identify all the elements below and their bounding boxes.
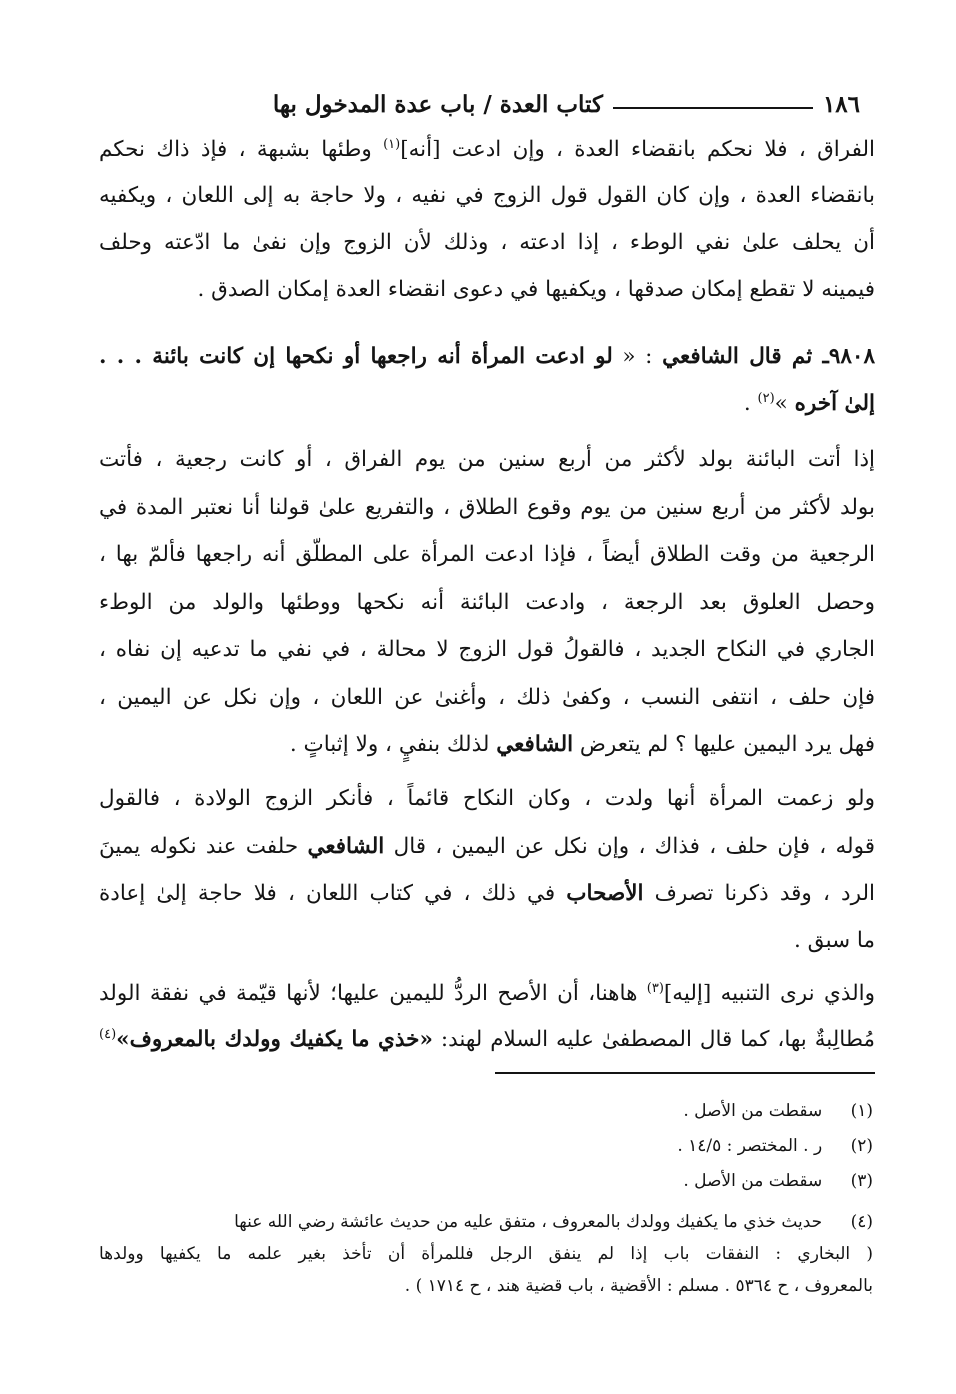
footnote-ref-3: (٣) xyxy=(646,981,664,996)
text-run: فهل يرد اليمين عليها ؟ لم يتعرض xyxy=(573,732,875,757)
paragraph-2-line-1: إذا أتت البائنة بولد لأكثر من أربع سنين من يوم الفراق ، أو كانت رجعية ، فأتت xyxy=(99,447,875,472)
footnote-3 xyxy=(99,1166,873,1196)
footnote-text: سقطت من الأصل . xyxy=(683,1101,823,1121)
footnote-1 xyxy=(99,1096,873,1126)
footnote-text: سقطت من الأصل . xyxy=(683,1171,823,1191)
footnote-ref-2: (٢) xyxy=(757,391,775,406)
footnote-separator xyxy=(495,1072,875,1074)
paragraph-2-line-6: فإن حلف ، انتفى النسب ، وكفىٰ ذلك ، وأغنىٰ عن اللعان ، وإن نكل عن اليمين ، xyxy=(99,685,875,710)
paragraph-1-line-2: بانقضاء العدة ، وإن كان القول قول الزوج في نفيه ، ولا حاجة به إلى اللعان ، ويكفيه xyxy=(99,183,875,208)
paragraph-2-line-5: الجاري في النكاح الجديد ، فالقولُ قول الزوج لا محالة ، في نفي ما تدعيه إن نفاه ، xyxy=(99,637,875,662)
footnote-2 xyxy=(99,1131,873,1161)
shafii-name: الشافعي xyxy=(307,834,385,859)
running-title: كتاب العدة / باب عدة المدخول بها xyxy=(272,91,603,118)
section-heading-line-1 xyxy=(99,333,875,381)
footnote-number: (١) xyxy=(850,1101,873,1121)
paragraph-2-line-3: الرجعية من وقت الطلاق أيضاً ، فإذا ادعت المرأة على المطلّق أنه راجعها فألمّ بها ، xyxy=(99,542,875,567)
footnote-number: (٤) xyxy=(850,1212,873,1232)
text-run: حلفت عند نكوله يمينَ xyxy=(99,834,308,859)
footnote-4-cont-2: بالمعروف ، ح ٥٣٦٤ . مسلم : الأقضية ، باب قضية هند ، ح ١٧١٤ ) . xyxy=(404,1276,873,1296)
paragraph-2-line-2: بولد لأكثر من أربع سنين من يوم وقوع الطلاق ، والتفريع علىٰ قولنا أنا نعتبر المدة في xyxy=(99,495,875,520)
quote-open: : « xyxy=(612,344,663,369)
text-run: . xyxy=(743,391,758,416)
paragraph-3-line-3 xyxy=(99,870,875,918)
text-run: وطئها بشبهة ، فإذ ذاك نحكم xyxy=(99,137,384,162)
footnote-ref-1: (١) xyxy=(383,137,401,152)
footnote-number: (٢) xyxy=(850,1136,873,1156)
section-number: ٩٨٠٨ـ ثم قال xyxy=(738,344,875,369)
footnote-4-cont-1: ( البخاري : النفقات باب إذا لم ينفق الرجل فللمرأة أن تأخذ بغير علمه ما يكفيها وولدها xyxy=(99,1244,873,1264)
quote-text: لو ادعت المرأة أنه راجعها أو نكحها إن كانت بائنة . . . xyxy=(99,344,613,369)
paragraph-1-line-1 xyxy=(99,126,875,174)
shafii-name: الشافعي xyxy=(662,344,739,369)
quote-text-cont: إلىٰ آخره xyxy=(794,391,875,416)
quote-close: » xyxy=(774,391,795,416)
footnote-ref-4: (٤) xyxy=(99,1027,117,1042)
text-run: والذي نرى التنبيه [إليه] xyxy=(663,981,875,1006)
paragraph-2-line-4: وحصل العلوق بعد الرجعة ، وادعت البائنة أنه نكحها ووطئها والولد من الوطء xyxy=(99,590,875,615)
footnote-4 xyxy=(99,1207,873,1237)
header-rule xyxy=(613,107,813,109)
ashab-term: الأصحاب xyxy=(566,881,644,906)
footnote-number: (٣) xyxy=(850,1171,873,1191)
text-run: لذلك بنفيٍ ، ولا إثباتٍ . xyxy=(289,732,497,757)
paragraph-4-line-2 xyxy=(99,1016,875,1064)
page-number: ١٨٦ xyxy=(822,91,860,118)
paragraph-2-line-7 xyxy=(99,721,875,769)
text-run: الفراق ، فلا نحكم بانقضاء العدة ، وإن ادعت [أنه] xyxy=(400,137,875,162)
paragraph-3-line-4: ما سبق . xyxy=(793,928,875,953)
running-header xyxy=(96,78,860,118)
text-run: في ذلك ، في كتاب اللعان ، فلا حاجة إلىٰ إعادة xyxy=(99,881,567,906)
text-run: الرد ، وقد ذكرنا تصرف xyxy=(643,881,875,906)
paragraph-4-line-1 xyxy=(99,970,875,1018)
footnote-text: ر . المختصر : ١٤/٥ . xyxy=(677,1136,823,1156)
paragraph-1-line-3: أن يحلف علىٰ نفي الوطء ، إذا ادعته ، وذلك لأن الزوج وإن نفىٰ ما ادّعته وحلف xyxy=(99,230,875,255)
section-heading-line-2 xyxy=(99,380,875,428)
text-run: هاهنا، أن الأصح الردُّ لليمين عليها؛ لأنها قيّمة في نفقة الولد xyxy=(99,981,647,1006)
footnote-text: حديث خذي ما يكفيك وولدك بالمعروف ، متفق عليه من حديث عائشة رضي الله عنها xyxy=(234,1212,823,1232)
paragraph-1-line-4: فيمينه لا تقطع إمكان صدقها ، ويكفيها في دعوى انقضاء العدة إمكان الصدق . xyxy=(197,277,875,302)
text-run: مُطالِبةٌ بها، كما قال المصطفىٰ عليه السلام لهند: xyxy=(432,1027,875,1052)
paragraph-3-line-1: ولو زعمت المرأة أنها ولدت ، وكان النكاح قائماً ، فأنكر الزوج الولادة ، فالقول xyxy=(99,786,875,811)
paragraph-3-line-2 xyxy=(99,823,875,871)
text-run: قوله ، فإن حلف ، فذاك ، وإن نكل عن اليمين ، قال xyxy=(384,834,875,859)
shafii-name: الشافعي xyxy=(496,732,574,757)
hadith-quote: «خذي ما يكفيك وولدك بالمعروف» xyxy=(116,1027,433,1052)
